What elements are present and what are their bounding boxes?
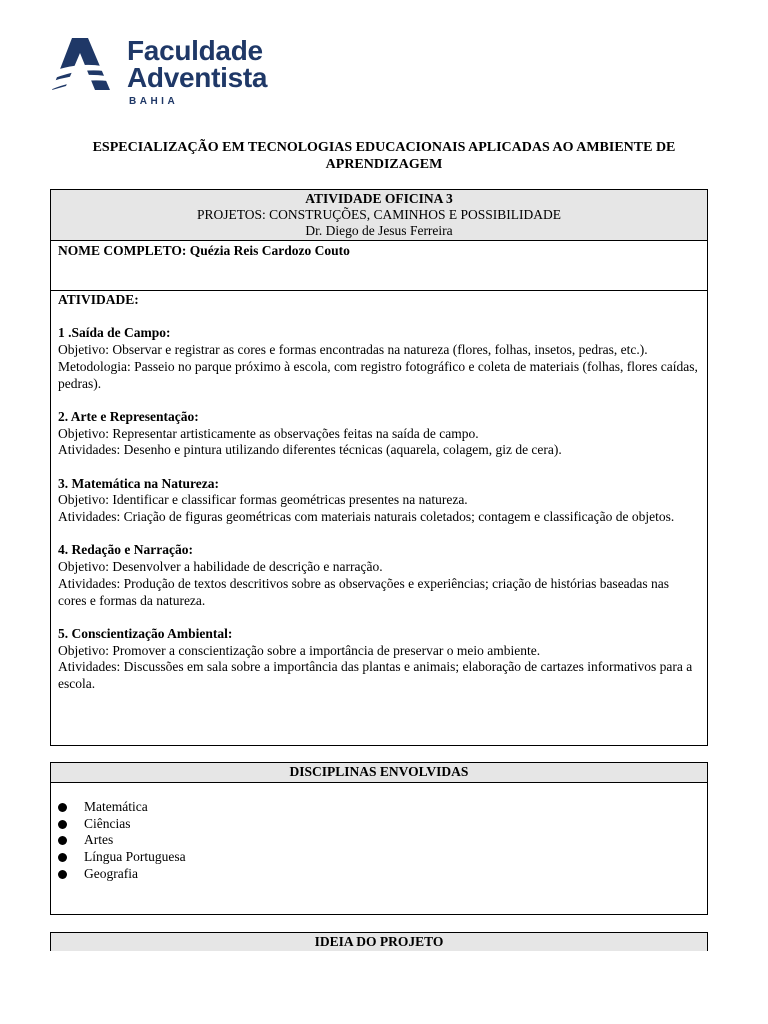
- disciplines-table: [50, 762, 708, 915]
- disciplines-header: DISCIPLINAS ENVOLVIDAS: [51, 763, 707, 783]
- section-line: Atividades: Produção de textos descritivos sobre as observações e experiências; criação de histórias baseadas nas cores e formas da natureza.: [58, 575, 670, 608]
- student-name: NOME COMPLETO: Quézia Reis Cardozo Couto: [51, 241, 707, 291]
- activity-header: [51, 190, 707, 241]
- disciplines-list: [51, 799, 707, 883]
- section-line: Metodologia: Passeio no parque próximo à escola, com registro fotográfico e coleta de materiais (folhas, flores caídas, pedras).: [58, 358, 698, 391]
- section-line: Objetivo: Representar artisticamente as observações feitas na saída de campo.: [58, 425, 479, 441]
- activity-section: [58, 626, 700, 693]
- list-item: Ciências: [51, 816, 707, 833]
- document-title: [40, 139, 728, 173]
- project-idea-table: [50, 932, 708, 951]
- activity-section: [58, 409, 700, 459]
- list-item: Língua Portuguesa: [51, 849, 707, 866]
- activity-content: [51, 291, 707, 695]
- activity-header-teacher: Dr. Diego de Jesus Ferreira: [305, 223, 453, 238]
- logo-a-icon: [50, 38, 110, 90]
- section-line: Objetivo: Observar e registrar as cores e formas encontradas na natureza (flores, folhas, insetos, pedras, etc.).: [58, 342, 648, 358]
- logo-subtitle: BAHIA: [129, 96, 179, 107]
- section-title: 3. Matemática na Natureza:: [58, 475, 219, 491]
- list-item: Geografia: [51, 866, 707, 883]
- section-title: 5. Conscientização Ambiental:: [58, 625, 233, 641]
- activity-label: ATIVIDADE:: [58, 292, 139, 307]
- institution-logo: [50, 36, 330, 108]
- list-item: Artes: [51, 832, 707, 849]
- logo-text-line1: Faculdade: [127, 35, 263, 66]
- section-line: Atividades: Criação de figuras geométricas com materiais naturais coletados; contagem e classificação de objetos.: [58, 509, 675, 525]
- activity-header-subtitle: PROJETOS: CONSTRUÇÕES, CAMINHOS E POSSIBILIDADE: [197, 207, 561, 222]
- section-title: 2. Arte e Representação:: [58, 408, 199, 424]
- document-title-line2: APRENDIZAGEM: [325, 157, 443, 172]
- section-line: Atividades: Discussões em sala sobre a importância das plantas e animais; elaboração de cartazes informativos para a escola.: [58, 659, 693, 692]
- activity-header-title: ATIVIDADE OFICINA 3: [305, 191, 453, 206]
- project-idea-header: IDEIA DO PROJETO: [51, 933, 707, 951]
- activity-section: [58, 325, 700, 392]
- section-line: Objetivo: Desenvolver a habilidade de descrição e narração.: [58, 559, 383, 575]
- activity-section: [58, 476, 700, 526]
- section-line: Atividades: Desenho e pintura utilizando diferentes técnicas (aquarela, colagem, giz de cera).: [58, 442, 562, 458]
- document-title-line1: ESPECIALIZAÇÃO EM TECNOLOGIAS EDUCACIONAIS APLICADAS AO AMBIENTE DE: [92, 140, 676, 155]
- section-title: 4. Redação e Narração:: [58, 542, 193, 558]
- list-item: Matemática: [51, 799, 707, 816]
- section-line: Objetivo: Promover a conscientização sobre a importância de preservar o meio ambiente.: [58, 642, 541, 658]
- section-line: Objetivo: Identificar e classificar formas geométricas presentes na natureza.: [58, 492, 468, 508]
- activity-section: [58, 542, 700, 609]
- activity-table: [50, 189, 708, 746]
- section-title: 1 .Saída de Campo:: [58, 325, 171, 341]
- logo-text-line2: Adventista: [127, 62, 268, 93]
